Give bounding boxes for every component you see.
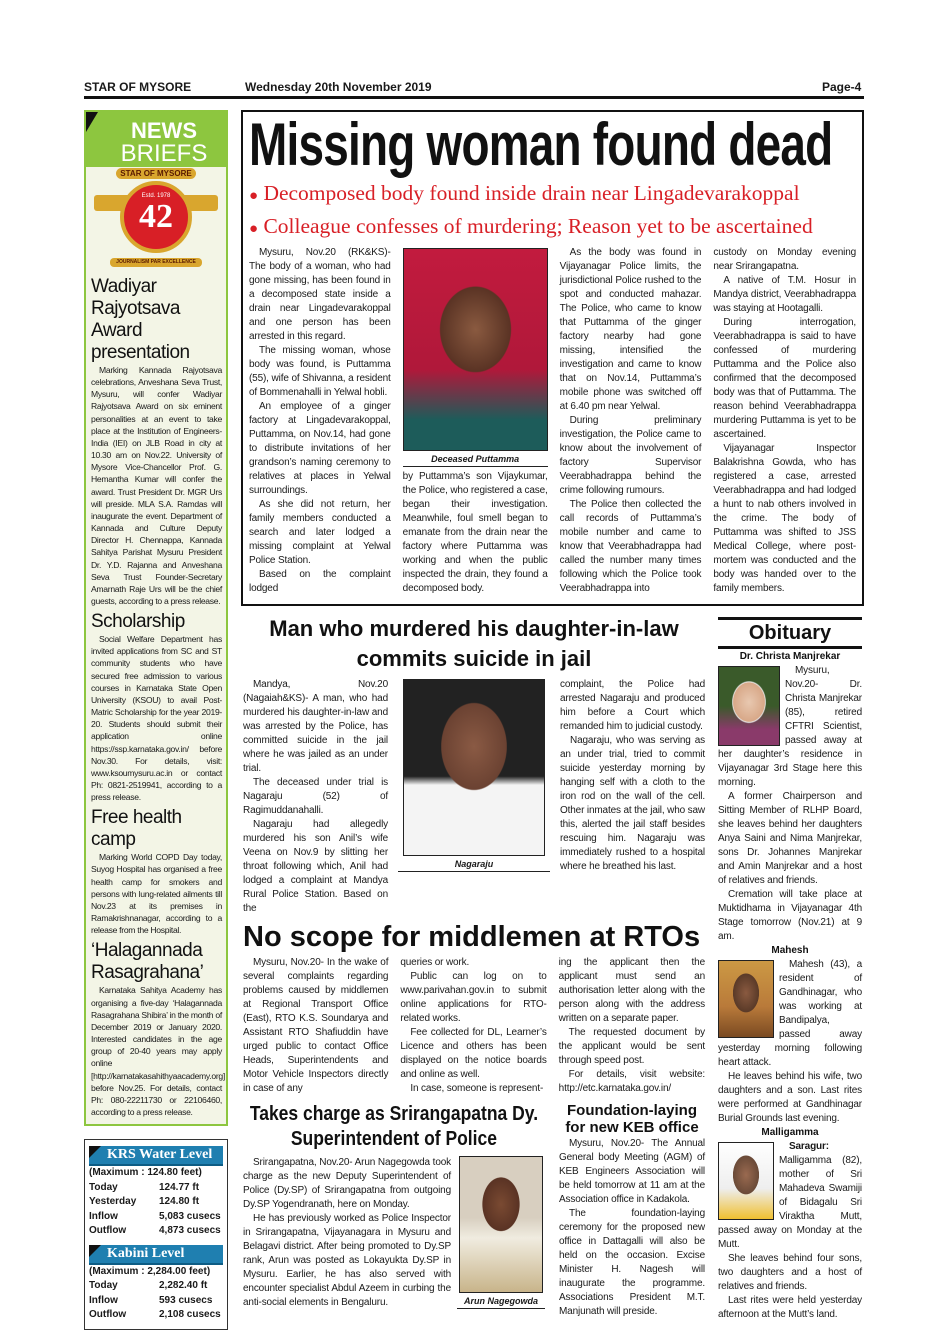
lead-column: [560, 246, 702, 596]
logo-estd: Estd. 1978: [141, 193, 171, 199]
paragraph: complaint, the Police had arrested Nagaraju and produced him before a Court which remanded him to judicial custody.: [560, 679, 705, 732]
paragraph: ing the applicant then the applicant must send an authorisation letter along with the person along with the address written on a separate paper.: [558, 957, 705, 1024]
water-level-row: [89, 1308, 223, 1323]
brief: [86, 803, 226, 936]
paragraph: Cremation will take place at Muktidhama in Vijayanagar 4th Stage tomorrow (Nov.21) at 9 am.: [718, 889, 862, 942]
paragraph: Mysuru, Nov.20 (RK&KS)- The body of a woman, who had gone missing, has been found in a decomposed state inside a drain near Lingadevarakoppal and one person has been arrested in this regard.: [249, 247, 391, 342]
sidebar: [84, 110, 228, 1330]
brief-title: Free health camp: [91, 807, 182, 851]
dysp-headline: Takes charge as Srirangapatna Dy. Superintendent of Police: [249, 1103, 539, 1150]
suicide-column: [243, 678, 388, 916]
lead-column: [713, 246, 856, 596]
newspaper-name: STAR OF MYSORE: [84, 80, 192, 94]
main-area: [241, 110, 864, 1322]
paragraph: Social Welfare Department has invited applications from SC and ST community students who have secured free admission to various courses in Karnataka State Open University (KSOU) to avail Post-Matric Scholarship for the year 2019-20. Students should submit their application online https://ssp.karnataka.gov.in/ before Nov.30. For details, visit: www.ksoumysuru.ac.in or contact Ph: 0821-2519941, according to a press release.: [91, 634, 222, 803]
obituary-rule: [718, 646, 862, 649]
paragraph: custody on Monday evening near Srirangapatna.: [713, 247, 857, 272]
paragraph: The Police then collected the call records of Puttamma’s mobile number and came to know that Veerabhadrappa had called the number many times following which the Police took Veerabhadrappa into: [559, 499, 702, 594]
krs-max: [89, 1166, 223, 1181]
keb-headline: Foundation-laying for new KEB office: [565, 1102, 699, 1136]
paragraph: He has previously worked as Police Inspector in Srirangapatna, Vijayanagara in Mysuru and Belagavi district. After being promoted to Dy.SP rank, Arun was posted as Lokayukta Dy.SP in Mysuru. Earlier, he has also served with encounter specialist Abdul Azeem in curbing the anti-social elements in Bengaluru.: [243, 1213, 451, 1308]
header-rule: [84, 96, 864, 99]
photo-christa-manjrekar: [718, 666, 780, 746]
water-level-cell: 124.77 ft: [159, 1181, 200, 1193]
paragraph: For details, visit website: http://etc.karnataka.gov.in/: [558, 1069, 705, 1094]
keb-story: [559, 1102, 705, 1319]
bullet-icon: ●: [249, 188, 259, 204]
paragraph: Mysuru, Nov.20- In the wake of several complaints regarding problems caused by middlemen at Regional Transport Office (East), RTO K.S. Soundarya and Assistant RTO Shafiuddin have urged public to contact Office Heads, Superintendents and Motor Vehicle Inspectors directly in case of any: [243, 957, 389, 1094]
paragraph: Based on the complaint lodged: [249, 569, 391, 594]
paragraph: Saragur: Malligamma (82), mother of Sri Mahadeva Swamiji of Bidagalu Sri Viraktha Mutt, passed away on Monday at the Mutt.: [718, 1141, 862, 1250]
brief: [86, 936, 226, 1118]
water-level-cell: 2,108 cusecs: [159, 1309, 221, 1321]
photo-puttamma: [403, 248, 548, 451]
paragraph: queries or work.: [400, 957, 470, 968]
brief-title: ‘Halagannada Rasagrahana’: [91, 940, 204, 984]
paragraph: In case, someone is represent-: [410, 1083, 544, 1094]
bottom-stories: [243, 1102, 705, 1319]
water-level-row: [89, 1210, 223, 1225]
subhead-text: Colleague confesses of murdering; Reason yet to be ascertained: [263, 214, 813, 238]
paragraph: Vijayanagar Inspector Balakrishna Gowda, who has registered a case, arrested Veerabhadrappa and had lodged a hunt to nab others involved in the crime. The body of Puttamma was shifted to JSS Medical College, where post-mortem was conducted and the body was handed over to the family members.: [713, 443, 857, 594]
obituary-body: [718, 664, 862, 944]
paragraph: Nagaraju, who was serving as an under trial, tried to commit suicide yesterday morning by hanging self with a cloth to the iron rod on the wall of the cell. Other inmates at the jail, who saw this, alerted the jail staff besides rescuing him. Nagaraju was immediately rushed to a hospital where he breathed his last.: [560, 735, 705, 872]
photo-caption: Nagaraju: [398, 859, 550, 872]
dateline-place: Saragur:: [789, 1141, 829, 1152]
water-level-row: [89, 1279, 223, 1294]
rto-column: [243, 956, 388, 1096]
paragraph: The deceased under trial is Nagaraju (52) of Ragimuddanahalli.: [243, 777, 388, 816]
paragraph: The foundation-laying ceremony for the proposed new office in Dattagalli will also be held on the occasion. Excise Minister H. Nagesh will inaugurate the programme. Associations President M.T. Manjunath will preside.: [559, 1208, 705, 1317]
paragraph: During interrogation, Veerabhadrappa is said to have confessed of murdering Puttamma and the Police also confirmed that the decomposed body was that of Puttamma. The reason behind Veerabhadrappa murdering Puttamma is yet to be ascertained.: [713, 317, 857, 440]
kabini-rows: [89, 1279, 223, 1323]
obituary-name: Dr. Christa Manjrekar: [739, 651, 841, 662]
brief-body: [86, 364, 226, 607]
keb-body: [559, 1137, 705, 1319]
rto-headline: No scope for middlemen at RTOs: [243, 921, 701, 953]
paragraph: Fee collected for DL, Learner’s Licence and others has been displayed on the notice boards and online as well.: [400, 1027, 547, 1080]
photo-caption: Deceased Puttamma: [403, 454, 548, 467]
briefs-title-news: NEWS: [131, 118, 197, 143]
paragraph: An employee of a ginger factory at Lingadevarakoppal, Puttamma, on Nov.14, had gone to distribute invitations of her grandson’s naming ceremony to relatives at places in Yelwal surroundings.: [249, 401, 391, 496]
lead-subhead: [249, 211, 856, 244]
water-level-cell: 2,282.40 ft: [159, 1280, 208, 1292]
water-level-row: [89, 1195, 223, 1210]
paragraph: Mysuru, Nov.20- The Annual General body Meeting (AGM) of KEB Engineers Association will be held tomorrow at 11 am at the Association office in Kadakola.: [559, 1138, 705, 1205]
lead-columns: [249, 246, 856, 596]
kabini-max: [89, 1265, 223, 1280]
issue-date: Wednesday 20th November 2019: [245, 80, 432, 94]
krs-rows: [89, 1181, 223, 1239]
paragraph: Mysuru, Nov.20- Dr. Christa Manjrekar (85), retired CFTRI Scientist, passed away at her daughter’s residence in Vijayanagar 3rd Stage here this morning.: [718, 665, 862, 788]
dysp-headline-wrap: [243, 1102, 545, 1154]
paragraph: Nagaraju had allegedly murdered his son Anil’s wife Veena on Nov.9 by slitting her throat following which, Anil had lodged a complaint at Mandya Rural Police Station. Based on the: [243, 819, 388, 914]
brief-body: [86, 984, 226, 1118]
water-level-row: [89, 1294, 223, 1309]
lower-area: [241, 614, 864, 1322]
paragraph: by Puttamma’s son Vijaykumar, the Police, who registered a case, began their investigation. Meanwhile, foul smell began to emanate from the drain near the factory where Puttamma was working and when the public inspected the drain, they found a decomposed body.: [402, 471, 548, 594]
paragraph: The requested document by the applicant would be sent through speed post.: [558, 1027, 705, 1066]
suicide-headline: Man who murdered his daughter-in-law commits suicide in jail: [269, 616, 679, 671]
logo-top: STAR OF MYSORE: [116, 168, 196, 179]
brief-title: Wadiyar Rajyotsava Award presentation: [91, 276, 190, 363]
paragraph: Marking Kannada Rajyotsava celebrations, Anveshana Seva Trust, Mysuru, will confer Wadiyar Rajyotsava Award on six eminent personalities at an event to take place at the Institution of Engineers-India (IEI) on JLB Road in city at 10.30 am on Nov.22. University of Mysore Vice-Chancellor Prof. G. Hemantha Kumar will confer the award. Trust President Dr. MGR Urs will preside. MLA S.A. Ramdas will inaugurate the event. Department of Kannada and Culture Deputy Director H. Chennappa, Kannada Sahitya Parishat Mysuru President Dr. Y.D. Rajanna and Anveshana Seva Trust Founder-Secretary Amarnath Raje Urs will be the chief guests, according to a press release.: [91, 365, 222, 606]
krs-title: KRS Water Level: [89, 1146, 223, 1166]
water-level-cell: Today: [89, 1280, 118, 1292]
news-briefs-header: [86, 112, 226, 167]
photo-nagaraju: [403, 679, 545, 856]
brief: [86, 272, 226, 607]
rto-columns: [243, 956, 705, 1096]
rto-column: [559, 956, 705, 1096]
obituary-body: [718, 958, 862, 1126]
bullet-icon: ●: [249, 221, 259, 237]
brief-title: Scholarship: [91, 611, 185, 633]
water-level-cell: 593 cusecs: [159, 1294, 213, 1306]
photo-malligamma: [718, 1142, 774, 1220]
subhead-text: Decomposed body found inside drain near Lingadevarakoppal: [263, 181, 800, 205]
lead-column: [249, 246, 391, 596]
krs-max-text: (Maximum : 124.80 feet): [89, 1167, 202, 1179]
page-number: Page-4: [822, 80, 862, 94]
paragraph: During preliminary investigation, the Police came to know about the involvement of factory Supervisor Veerabhadrappa behind the crime following rumours.: [559, 415, 702, 496]
paragraph: Karnataka Sahitya Academy has organising a five-day ‘Halagannada Rasagrahana Shibira’ in the month of December 2019 or January 2020. Interested candidates in the age group of 20-40 years may apply online [http://karnatakasahithyaacademy.org] before Nov.25. For details, contact Ph: 080-22211730 or 22106460, according to a press release.: [91, 985, 225, 1117]
paragraph: As she did not return, her family members conducted a search and later lodged a missing complaint at Yelwal Police Station.: [249, 499, 391, 566]
lead-photo-column: [403, 246, 548, 596]
paragraph: As the body was found in Vijayanagar Police limits, the jurisdictional Police rushed to the spot and conducted mahazar. The Police, who came to know that Puttamma of the ginger factory nearby had gone missing, intensified the investigation and came to know that on Nov.14, Puttamma’s mobile phone was switched off at 6.40 pm near Yelwal.: [559, 247, 702, 412]
corner-mark: [86, 112, 98, 132]
photo-arun-nagegowda: [459, 1156, 543, 1293]
water-level-cell: Today: [89, 1181, 118, 1193]
briefs-title-briefs: BRIEFS: [120, 140, 208, 167]
logo-number: 42: [139, 198, 173, 235]
logo-ribbon: JOURNALISM PAR EXCELLENCE: [110, 258, 202, 267]
brief-body: [86, 633, 226, 803]
water-level-cell: Outflow: [89, 1309, 127, 1321]
brief: [86, 607, 226, 803]
obituary-name: Malligamma: [761, 1127, 819, 1138]
lead-headline-wrap: [249, 112, 856, 178]
lead-story-box: [241, 110, 864, 606]
star-of-mysore-42-logo: [86, 167, 226, 272]
paragraph: A native of T.M. Hosur in Mandya district, Veerabhadrappa was staying at Hootagalli.: [713, 275, 857, 314]
paragraph: The missing woman, whose body was found, is Puttamma (55), wife of Shivanna, a resident of Bommenahalli in Yelwal hobli.: [249, 345, 391, 398]
brief-body: [86, 851, 226, 936]
suicide-columns: [243, 678, 705, 916]
paragraph: A former Chairperson and Sitting Member of RLHP Board, she leaves behind her daughters Anya Saini and Nima Manjrekar, sons Dr. Johannes Manjrekar and Amin Manjrekar and a host of relatives and friends.: [718, 791, 862, 886]
water-level-cell: 5,083 cusecs: [159, 1210, 221, 1222]
dysp-body-row: [243, 1156, 545, 1312]
paragraph: Mahesh (43), a resident of Gandhinagar, who was working at Bandipalya, passed away yesterday morning following heart attack.: [718, 959, 862, 1068]
obituary-body: [718, 1140, 862, 1322]
kabini-max-text: (Maximum : 2,284.00 feet): [89, 1265, 211, 1277]
news-briefs-panel: [84, 110, 228, 1126]
photo-mahesh: [718, 960, 774, 1038]
water-level-cell: 124.80 ft: [159, 1196, 200, 1208]
paragraph: Last rites were held yesterday afternoon at the Mutt’s land.: [718, 1295, 862, 1320]
paragraph: Public can log on to www.parivahan.gov.in to submit online applications for RTO-related works.: [400, 971, 547, 1024]
lead-subhead: [249, 178, 856, 211]
paragraph: She leaves behind four sons, two daughters and a host of relatives and friends.: [718, 1253, 862, 1292]
photo-caption: Arun Nagegowda: [457, 1296, 545, 1309]
dysp-body: [243, 1156, 451, 1310]
suicide-column: [560, 678, 705, 874]
water-level-row: [89, 1224, 223, 1239]
paragraph: Srirangapatna, Nov.20- Arun Nagegowda took charge as the new Deputy Superintendent of Police (Dy.SP) of Srirangapatna from outgoing Dy.SP Yogendranath, here on Monday.: [243, 1157, 451, 1210]
water-level-cell: Yesterday: [89, 1196, 137, 1208]
page-body: [84, 110, 864, 1330]
water-level-cell: 4,873 cusecs: [159, 1225, 221, 1237]
paragraph: Marking World COPD Day today, Suyog Hospital has organised a free health camp for smokers and persons with lung-related ailments till Nov.23 at its premises in Ramakrishnanagar, according to a release from the Hospital.: [91, 852, 222, 936]
water-level-cell: Inflow: [89, 1294, 118, 1306]
water-level-cell: Outflow: [89, 1225, 127, 1237]
paragraph: He leaves behind his wife, two daughters and a son. Last rites were performed at Gandhinagar Burial Grounds last evening.: [718, 1071, 862, 1124]
paragraph: Mandya, Nov.20 (Nagaiah&KS)- A man, who had murdered his daughter-in-law and was arrested by the Police, has committed suicide in the jail where he was jailed as an under trial.: [243, 679, 388, 774]
suicide-photo-column: [398, 678, 550, 875]
obituary-column: [718, 617, 862, 1322]
kabini-title: Kabini Level: [89, 1245, 223, 1265]
water-level-box: [84, 1139, 228, 1330]
water-level-row: [89, 1181, 223, 1196]
water-level-cell: Inflow: [89, 1210, 118, 1222]
dysp-photo-column: [457, 1156, 545, 1312]
lead-headline: Missing woman found dead: [249, 111, 833, 178]
rto-column: [400, 956, 546, 1096]
obituary-title: Obituary: [748, 622, 832, 644]
middle-stories: [241, 614, 705, 1319]
obituary-name: Mahesh: [771, 945, 809, 956]
lead-column: [403, 470, 548, 596]
dysp-story: [243, 1102, 545, 1312]
